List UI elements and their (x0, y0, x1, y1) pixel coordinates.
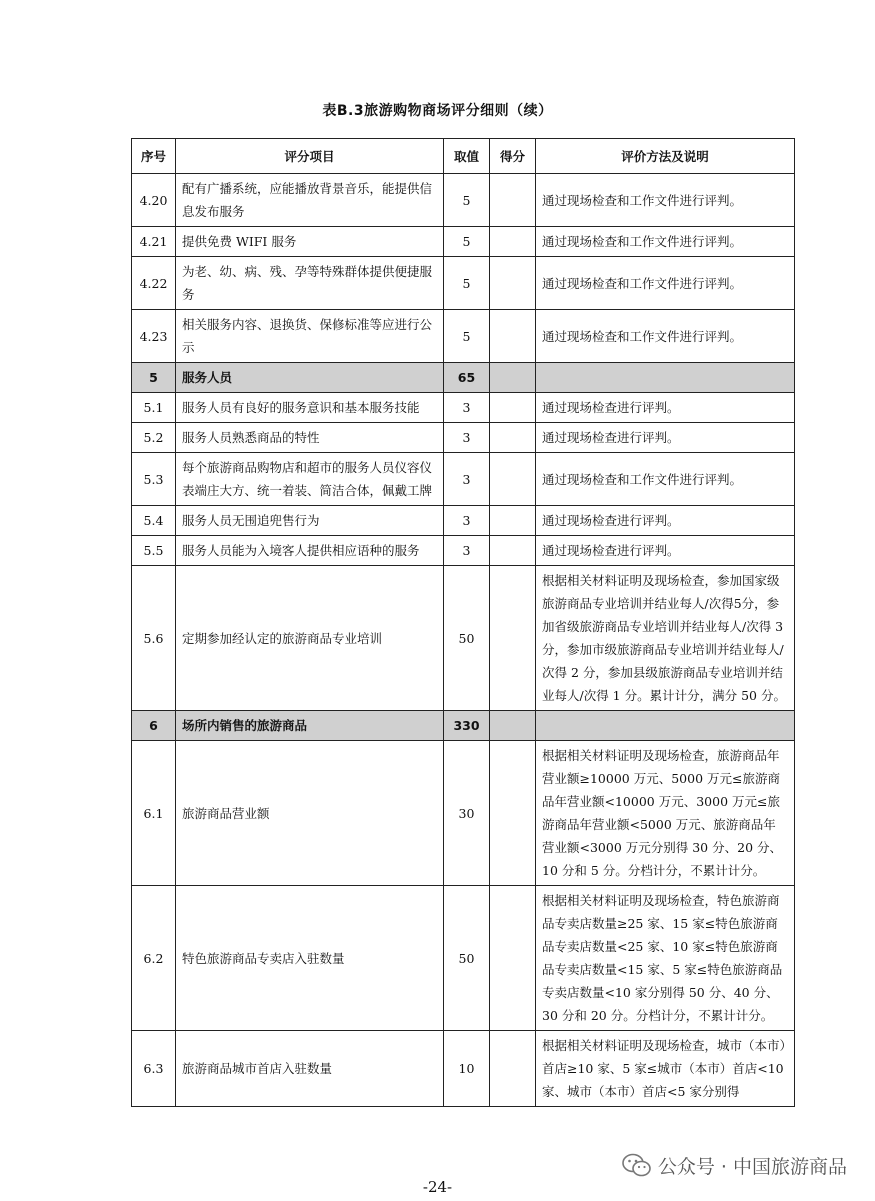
row-value: 10 (444, 1031, 490, 1107)
row-method (536, 711, 795, 741)
row-number: 6.2 (132, 886, 176, 1031)
row-method: 根据相关材料证明及现场检查，城市（本市）首店≥10 家、5 家≤城市（本市）首店<10 家、城市（本市）首店<5 家分别得 (536, 1031, 795, 1107)
row-value: 5 (444, 174, 490, 227)
table-row (132, 1031, 795, 1107)
row-score (490, 363, 536, 393)
wechat-icon (622, 1153, 652, 1179)
row-method: 根据相关材料证明及现场检查，旅游商品年营业额≥10000 万元、5000 万元≤旅游商品年营业额<10000 万元、3000 万元≤旅游商品年营业额<5000 万元、旅游商品年营业额<3000 万元分别得 30 分、20 分、10 分和 5 分。分档计分，不累计计分。 (536, 741, 795, 886)
row-number: 4.22 (132, 257, 176, 310)
table-row (132, 536, 795, 566)
row-value: 65 (444, 363, 490, 393)
row-number: 5.6 (132, 566, 176, 711)
row-item: 配有广播系统，应能播放背景音乐，能提供信息发布服务 (176, 174, 444, 227)
table-row (132, 310, 795, 363)
row-score (490, 227, 536, 257)
row-method: 通过现场检查进行评判。 (536, 506, 795, 536)
row-number: 6.1 (132, 741, 176, 886)
row-item: 提供免费 WIFI 服务 (176, 227, 444, 257)
watermark (622, 1152, 847, 1179)
row-score (490, 711, 536, 741)
row-method: 通过现场检查和工作文件进行评判。 (536, 453, 795, 506)
header-no: 序号 (132, 139, 176, 174)
table-row (132, 257, 795, 310)
header-item: 评分项目 (176, 139, 444, 174)
row-number: 5.2 (132, 423, 176, 453)
row-number: 4.20 (132, 174, 176, 227)
row-item: 服务人员熟悉商品的特性 (176, 423, 444, 453)
row-score (490, 506, 536, 536)
table-header-row (132, 139, 795, 174)
row-method: 通过现场检查和工作文件进行评判。 (536, 174, 795, 227)
row-method: 通过现场检查和工作文件进行评判。 (536, 257, 795, 310)
row-item: 特色旅游商品专卖店入驻数量 (176, 886, 444, 1031)
row-value: 3 (444, 536, 490, 566)
row-method: 根据相关材料证明及现场检查，特色旅游商品专卖店数量≥25 家、15 家≤特色旅游商品专卖店数量<25 家、10 家≤特色旅游商品专卖店数量<15 家、5 家≤特色旅游商品专卖店数量<10 家分别得 50 分、40 分、30 分和 20 分。分档计分，不累计计分。 (536, 886, 795, 1031)
row-value: 30 (444, 741, 490, 886)
table-row (132, 741, 795, 886)
row-method: 通过现场检查和工作文件进行评判。 (536, 227, 795, 257)
row-method: 根据相关材料证明及现场检查，参加国家级旅游商品专业培训并结业每人/次得5分，参加省级旅游商品专业培训并结业每人/次得 3 分，参加市级旅游商品专业培训并结业每人/次得 2 分，参加县级旅游商品专业培训并结业每人/次得 1 分。累计计分，满分 50 分。 (536, 566, 795, 711)
row-number: 6.3 (132, 1031, 176, 1107)
row-value: 3 (444, 423, 490, 453)
row-score (490, 310, 536, 363)
header-score: 得分 (490, 139, 536, 174)
row-score (490, 257, 536, 310)
row-score (490, 886, 536, 1031)
section-row (132, 363, 795, 393)
table-row (132, 566, 795, 711)
row-score (490, 566, 536, 711)
section-row (132, 711, 795, 741)
row-method: 通过现场检查进行评判。 (536, 393, 795, 423)
header-value: 取值 (444, 139, 490, 174)
row-item: 服务人员无围追兜售行为 (176, 506, 444, 536)
row-score (490, 393, 536, 423)
row-item: 每个旅游商品购物店和超市的服务人员仪容仪表端庄大方、统一着装、简洁合体，佩戴工牌 (176, 453, 444, 506)
row-item: 相关服务内容、退换货、保修标准等应进行公示 (176, 310, 444, 363)
row-item: 旅游商品城市首店入驻数量 (176, 1031, 444, 1107)
row-item: 场所内销售的旅游商品 (176, 711, 444, 741)
row-value: 50 (444, 566, 490, 711)
table-row (132, 227, 795, 257)
row-score (490, 423, 536, 453)
row-item: 服务人员能为入境客人提供相应语种的服务 (176, 536, 444, 566)
row-item: 为老、幼、病、残、孕等特殊群体提供便捷服务 (176, 257, 444, 310)
row-number: 5.3 (132, 453, 176, 506)
table-row (132, 453, 795, 506)
row-number: 6 (132, 711, 176, 741)
row-value: 5 (444, 310, 490, 363)
row-score (490, 174, 536, 227)
row-number: 5.4 (132, 506, 176, 536)
row-method: 通过现场检查进行评判。 (536, 423, 795, 453)
row-score (490, 453, 536, 506)
row-number: 4.23 (132, 310, 176, 363)
row-method (536, 363, 795, 393)
row-method: 通过现场检查进行评判。 (536, 536, 795, 566)
header-method: 评价方法及说明 (536, 139, 795, 174)
table-body (132, 174, 795, 1107)
row-value: 330 (444, 711, 490, 741)
table-row (132, 174, 795, 227)
table-row (132, 423, 795, 453)
table-row (132, 393, 795, 423)
row-number: 5 (132, 363, 176, 393)
row-score (490, 1031, 536, 1107)
row-value: 3 (444, 506, 490, 536)
row-value: 3 (444, 393, 490, 423)
row-number: 4.21 (132, 227, 176, 257)
row-value: 5 (444, 257, 490, 310)
row-item: 服务人员 (176, 363, 444, 393)
row-number: 5.5 (132, 536, 176, 566)
table-row (132, 506, 795, 536)
row-number: 5.1 (132, 393, 176, 423)
row-value: 3 (444, 453, 490, 506)
row-value: 50 (444, 886, 490, 1031)
row-item: 旅游商品营业额 (176, 741, 444, 886)
row-score (490, 741, 536, 886)
row-item: 服务人员有良好的服务意识和基本服务技能 (176, 393, 444, 423)
page-number: -24- (422, 1178, 453, 1196)
scoring-table (131, 138, 795, 1107)
table-title: 表B.3旅游购物商场评分细则（续） (322, 103, 553, 119)
row-method: 通过现场检查和工作文件进行评判。 (536, 310, 795, 363)
row-score (490, 536, 536, 566)
watermark-text: 公众号 · 中国旅游商品 (657, 1156, 847, 1178)
row-item: 定期参加经认定的旅游商品专业培训 (176, 566, 444, 711)
row-value: 5 (444, 227, 490, 257)
table-row (132, 886, 795, 1031)
